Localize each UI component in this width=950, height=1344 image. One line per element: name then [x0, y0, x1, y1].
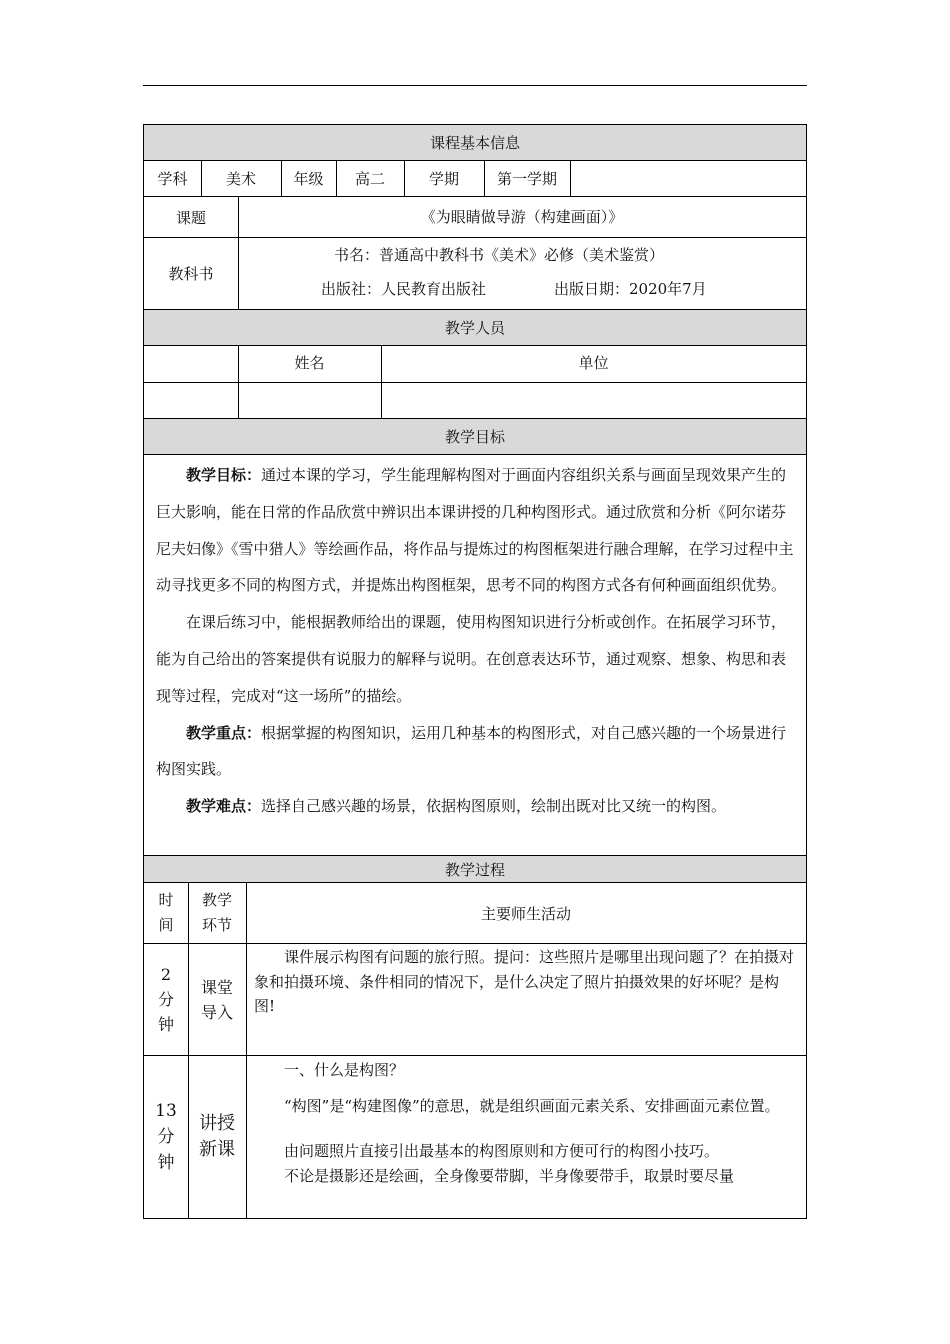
row-activity: 一、什么是构图？ “构图”是“构建图像”的意思，就是组织画面元素关系、安排画面元素位置。 由问题照片直接引出最基本的构图原则和方便可行的构图小技巧。 不论是摄影还是绘画，全身像要带脚，半身像要带手，取景时要尽量 — [284, 1061, 780, 1185]
process-row — [143, 943, 807, 1056]
staff-empty-row — [143, 382, 807, 419]
publisher: 出版社：人民教育出版社 — [321, 280, 487, 298]
row-time: 2分钟 — [157, 965, 174, 1034]
objectives-heading: 教学目标 — [143, 418, 807, 455]
staff-header-row — [143, 345, 807, 383]
grade-label: 年级 — [293, 170, 324, 188]
difficulty-label: 教学难点： — [186, 797, 262, 816]
topic-row — [143, 196, 807, 238]
key-label: 教学重点： — [186, 723, 262, 742]
subject-value: 美术 — [225, 170, 256, 188]
unit-header: 单位 — [578, 354, 609, 372]
header-rule — [143, 85, 807, 86]
goal-label: 教学目标： — [186, 466, 262, 484]
objectives-body — [143, 454, 807, 856]
goal-paragraph: 教学目标：通过本课的学习，学生能理解构图对于画面内容组织关系与画面呈现效果产生的巨大影响，能在日常的作品欣赏中辨识出本课讲授的几种构图形式。通过欣赏和分析《阿尔诺芬尼夫妇像》《雪中猎人》等绘画作品，将作品与提炼过的构图框架进行融合理解，在学习过程中主动寻找更多不同的构图方式，并提炼出构图框架，思考不同的构图方式各有何种画面组织优势。 — [156, 466, 794, 595]
textbook-row — [143, 237, 807, 310]
stage-header: 教学环节 — [201, 891, 232, 934]
basic-info-row — [143, 160, 807, 197]
row-time: 13分钟 — [155, 1101, 177, 1173]
term-value: 第一学期 — [496, 170, 557, 188]
row-activity: 课件展示构图有问题的旅行照。提问：这些照片是哪里出现问题了？在拍摄对象和拍摄环境、条件相同的情况下，是什么决定了照片拍摄效果的好坏呢？是构图! — [254, 948, 795, 1015]
practice-paragraph: 在课后练习中，能根据教师给出的课题，使用构图知识进行分析或创作。在拓展学习环节，能为自己给出的答案提供有说服力的解释与说明。在创意表达环节，通过观察、想象、构思和表现等过程，完成对“这一场所”的描绘。 — [156, 613, 787, 705]
process-heading: 教学过程 — [143, 855, 807, 883]
activity-header: 主要师生活动 — [480, 904, 571, 923]
staff-heading: 教学人员 — [143, 309, 807, 346]
basic-info-heading: 课程基本信息 — [143, 124, 807, 161]
book-line: 书名：普通高中教科书《美术》必修（美术鉴赏） — [334, 246, 665, 264]
row-stage: 课堂导入 — [201, 977, 234, 1022]
difficulty-paragraph: 教学难点：选择自己感兴趣的场景，依据构图原则，绘制出既对比又统一的构图。 — [186, 797, 727, 816]
row-stage: 讲授新课 — [199, 1113, 235, 1160]
time-header: 时间 — [158, 891, 174, 934]
topic-value: 《为眼睛做导游（构建画面）》 — [420, 208, 624, 226]
term-label: 学期 — [428, 170, 459, 188]
subject-label: 学科 — [157, 170, 188, 188]
process-header-row — [143, 882, 807, 944]
publish-date: 出版日期：2020年7月 — [554, 280, 707, 298]
name-header: 姓名 — [294, 354, 325, 372]
process-row — [143, 1055, 807, 1219]
topic-label: 课题 — [175, 208, 206, 227]
textbook-label: 教科书 — [168, 265, 214, 283]
key-paragraph: 教学重点：根据掌握的构图知识，运用几种基本的构图形式，对自己感兴趣的一个场景进行构图实践。 — [156, 723, 787, 779]
grade-value: 高二 — [354, 170, 385, 188]
